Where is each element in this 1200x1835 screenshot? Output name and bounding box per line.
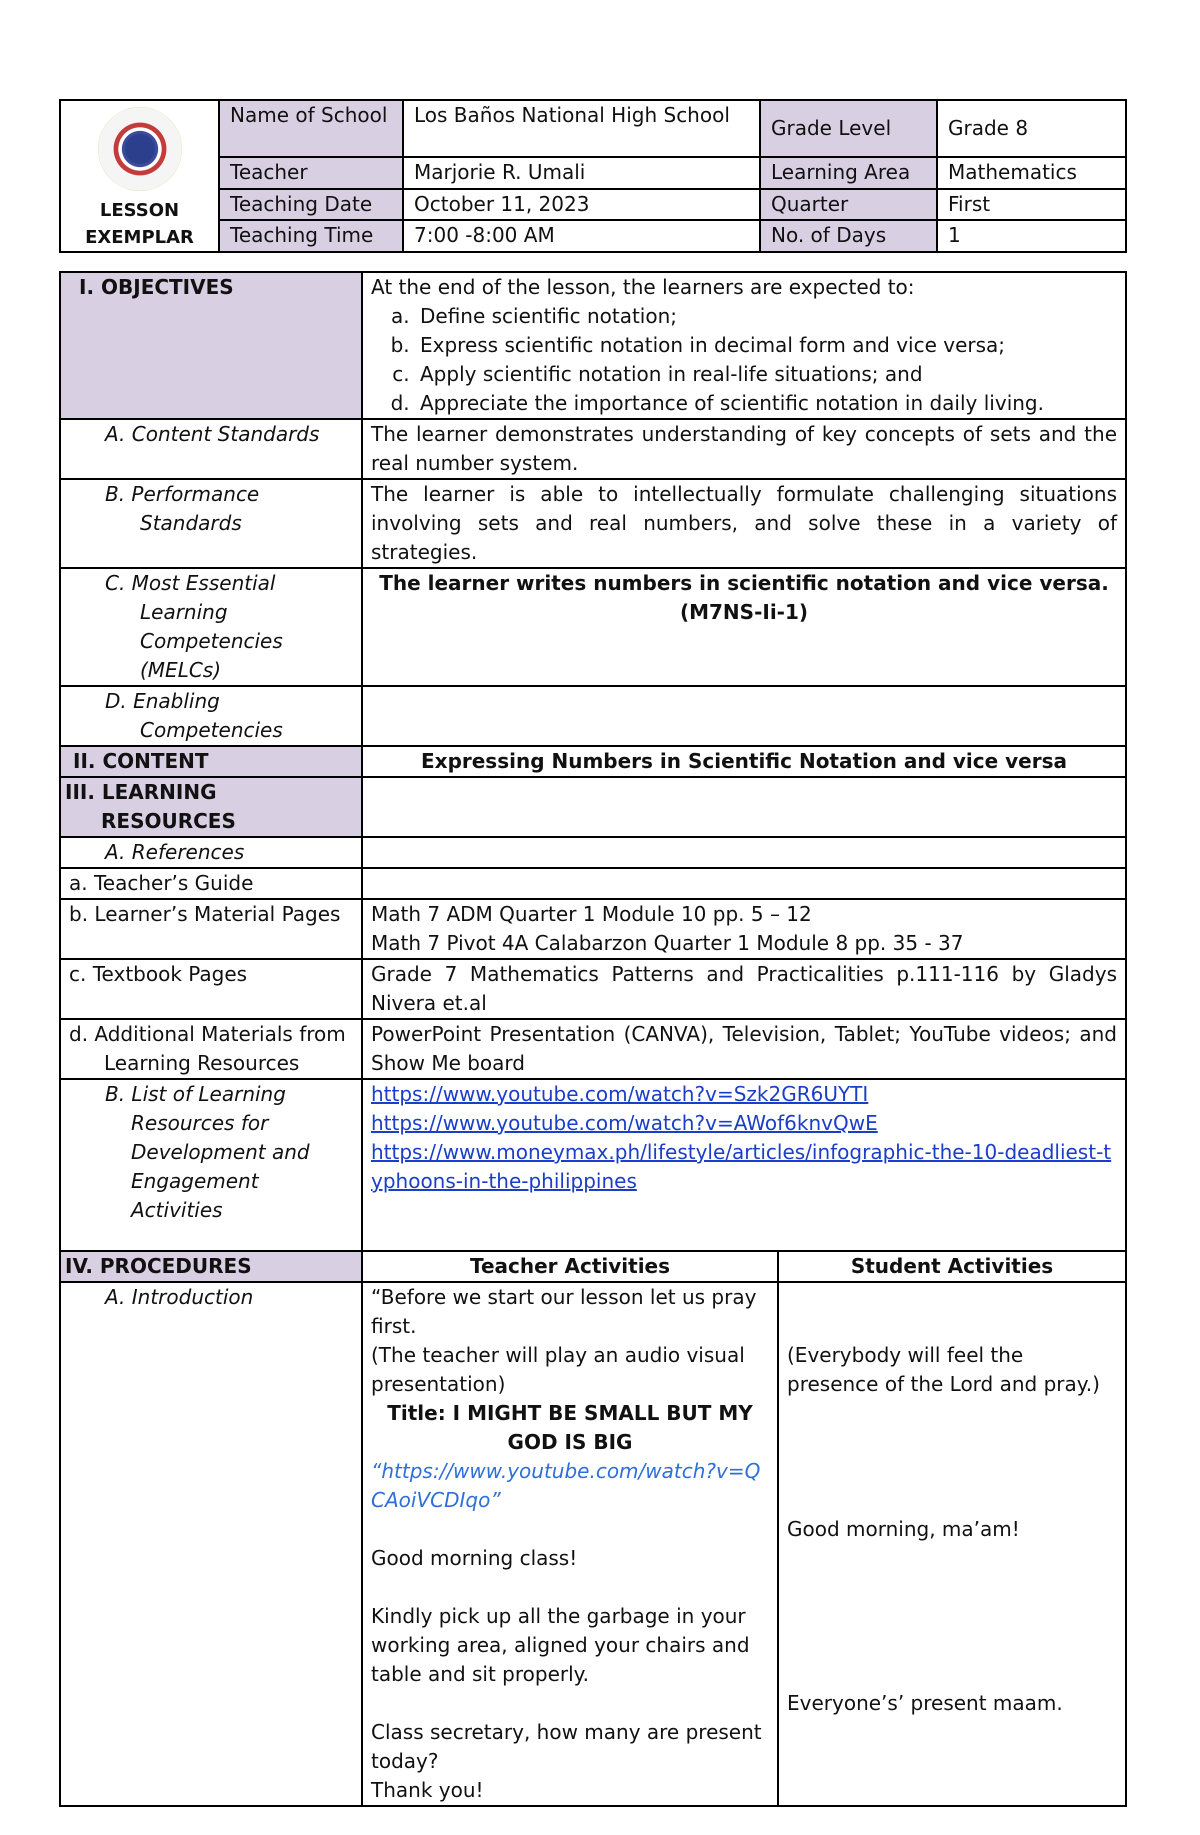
header-value: Mathematics [937, 157, 1126, 189]
teacher-garbage: Kindly pick up all the garbage in your working area, aligned your chairs and table and sit properly. [371, 1604, 750, 1686]
header-value: 7:00 -8:00 AM [403, 220, 760, 252]
header-value: Grade 8 [937, 100, 1126, 157]
objectives-heading: I. OBJECTIVES [60, 272, 362, 419]
enabling-text [362, 686, 1126, 746]
learners-material-cell [362, 899, 1126, 959]
header-table [59, 99, 1127, 253]
song-title: Title: I MIGHT BE SMALL BUT MY GOD IS BIG [387, 1401, 753, 1454]
melcs-cell [362, 568, 1126, 686]
procedures-label: IV. PROCEDURES [60, 1251, 362, 1282]
references-cell [362, 837, 1126, 868]
list-of-resources-label: B. List of Learning Resources for Development and Engagement Activities [60, 1079, 362, 1251]
song-video-link[interactable]: “https://www.youtube.com/watch?v=QCAoiVCDIqo” [371, 1459, 761, 1512]
objective-item: b. Express scientific notation in decimal form and vice versa; [416, 331, 1117, 360]
objective-item: d. Appreciate the importance of scientific notation in daily living. [416, 389, 1117, 418]
content-label: II. CONTENT [60, 746, 362, 777]
header-label: No. of Days [760, 220, 937, 252]
objectives-intro: At the end of the lesson, the learners are expected to: [371, 275, 915, 299]
teacher-pray: “Before we start our lesson let us pray first. [371, 1285, 757, 1338]
header-value: October 11, 2023 [403, 189, 760, 221]
objectives-cell [362, 272, 1126, 419]
references-label: A. References [60, 837, 362, 868]
content-standards-label: A. Content Standards [60, 419, 362, 479]
learners-material-label: b. Learner’s Material Pages [60, 899, 362, 959]
additional-materials-text: PowerPoint Presentation (CANVA), Television, Tablet; YouTube videos; and Show Me board [362, 1019, 1126, 1079]
textbook-label: c. Textbook Pages [60, 959, 362, 1019]
logo-cell [60, 100, 219, 252]
performance-standards-label: B. Performance Standards [60, 479, 362, 568]
student-activities-cell [778, 1282, 1126, 1806]
teachers-guide-label: a. Teacher’s Guide [60, 868, 362, 899]
melcs-text: The learner writes numbers in scientific notation and vice versa. [379, 571, 1109, 595]
header-label: Grade Level [760, 100, 937, 157]
header-label: Teaching Time [219, 220, 403, 252]
lesson-exemplar-label: LESSON EXEMPLAR [85, 200, 194, 248]
header-value: Los Baños National High School [403, 100, 760, 157]
header-label: Teaching Date [219, 189, 403, 221]
introduction-label: A. Introduction [60, 1282, 362, 1806]
learners-material-line: Math 7 Pivot 4A Calabarzon Quarter 1 Module 8 pp. 35 - 37 [371, 931, 964, 955]
learning-resources-cell [362, 777, 1126, 837]
enabling-label: D. Enabling Competencies [60, 686, 362, 746]
content-standards-text: The learner demonstrates understanding of key concepts of sets and the real number system. [362, 419, 1126, 479]
objective-item: a. Define scientific notation; [416, 302, 1117, 331]
textbook-text: Grade 7 Mathematics Patterns and Practicalities p.111-116 by Gladys Nivera et.al [362, 959, 1126, 1019]
header-label: Teacher [219, 157, 403, 189]
student-pray: (Everybody will feel the presence of the Lord and pray.) [787, 1343, 1100, 1396]
student-activities-heading: Student Activities [778, 1251, 1126, 1282]
content-text: Expressing Numbers in Scientific Notation and vice versa [362, 746, 1126, 777]
teacher-activities-cell [362, 1282, 778, 1806]
deped-seal-icon [98, 107, 182, 191]
teachers-guide-text [362, 868, 1126, 899]
header-label: Name of School [219, 100, 403, 157]
learners-material-line: Math 7 ADM Quarter 1 Module 10 pp. 5 – 12 [371, 902, 812, 926]
performance-standards-text: The learner is able to intellectually formulate challenging situations involving sets and real numbers, and solve these in a variety of strategies. [362, 479, 1126, 568]
resource-link[interactable]: https://www.youtube.com/watch?v=Szk2GR6UYTI [371, 1082, 869, 1106]
resource-link[interactable]: https://www.youtube.com/watch?v=AWof6knvQwE [371, 1111, 878, 1135]
objectives-list [371, 302, 1117, 418]
header-label: Quarter [760, 189, 937, 221]
objective-item: c. Apply scientific notation in real-life situations; and [416, 360, 1117, 389]
melcs-code: (M7NS-Ii-1) [679, 600, 809, 624]
teacher-activities-heading: Teacher Activities [362, 1251, 778, 1282]
melcs-label: C. Most Essential Learning Competencies (MELCs) [60, 568, 362, 686]
header-value: First [937, 189, 1126, 221]
teacher-greeting: Good morning class! [371, 1546, 578, 1570]
resource-links [362, 1079, 1126, 1251]
teacher-thanks: Thank you! [371, 1778, 484, 1802]
student-greeting: Good morning, ma’am! [787, 1517, 1020, 1541]
teacher-play: (The teacher will play an audio visual presentation) [371, 1343, 745, 1396]
header-value: 1 [937, 220, 1126, 252]
student-present: Everyone’s’ present maam. [787, 1691, 1063, 1715]
learning-resources-label: III. LEARNING RESOURCES [60, 777, 362, 837]
teacher-secretary: Class secretary, how many are present today? [371, 1720, 762, 1773]
lesson-table [59, 271, 1127, 1807]
additional-materials-label: d. Additional Materials from Learning Resources [60, 1019, 362, 1079]
objectives-row [60, 272, 1126, 419]
resource-link[interactable]: https://www.moneymax.ph/lifestyle/articles/infographic-the-10-deadliest-typhoons-in-the-philippines [371, 1140, 1112, 1193]
header-value: Marjorie R. Umali [403, 157, 760, 189]
header-label: Learning Area [760, 157, 937, 189]
